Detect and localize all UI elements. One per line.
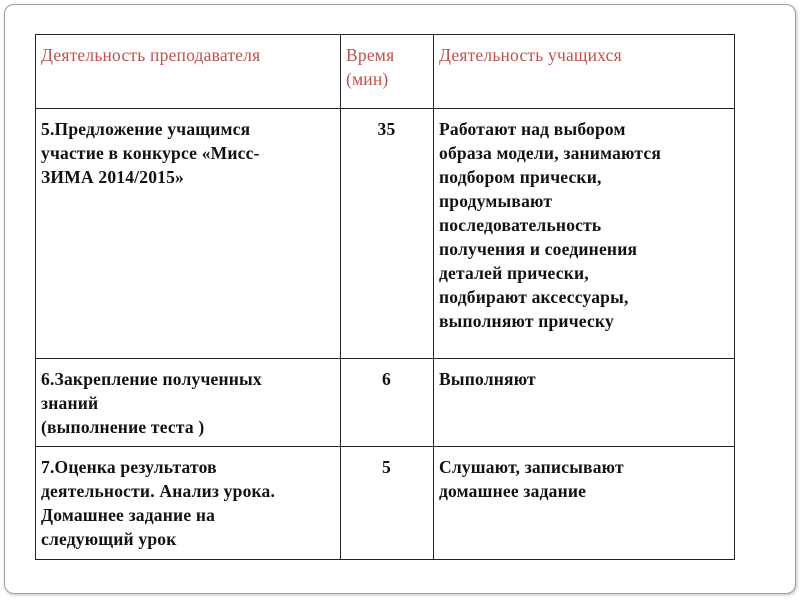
time-cell: 5: [341, 447, 434, 560]
slide-frame: [4, 4, 796, 594]
table-header-row: [36, 35, 735, 109]
student-activity-cell: Слушают, записывают домашнее задание: [434, 447, 735, 560]
teacher-activity-cell: 7.Оценка результатов деятельности. Анализ урока. Домашнее задание на следующий урок: [36, 447, 341, 560]
lesson-plan-table: [35, 34, 735, 560]
teacher-activity-cell: 6.Закрепление полученных знаний (выполнение теста ): [36, 359, 341, 447]
header-student-activity: Деятельность учащихся: [434, 35, 735, 109]
table-row: [36, 359, 735, 447]
time-cell: 6: [341, 359, 434, 447]
table-row: [36, 447, 735, 560]
table-row: [36, 109, 735, 359]
teacher-activity-cell: 5.Предложение учащимся участие в конкурсе «Мисс- ЗИМА 2014/2015»: [36, 109, 341, 359]
header-teacher-activity: Деятельность преподавателя: [36, 35, 341, 109]
header-time: Время (мин): [341, 35, 434, 109]
student-activity-cell: Работают над выбором образа модели, занимаются подбором прически, продумывают последовательность получения и соединения деталей прически, подбирают аксессуары, выполняют прическу: [434, 109, 735, 359]
time-cell: 35: [341, 109, 434, 359]
student-activity-cell: Выполняют: [434, 359, 735, 447]
